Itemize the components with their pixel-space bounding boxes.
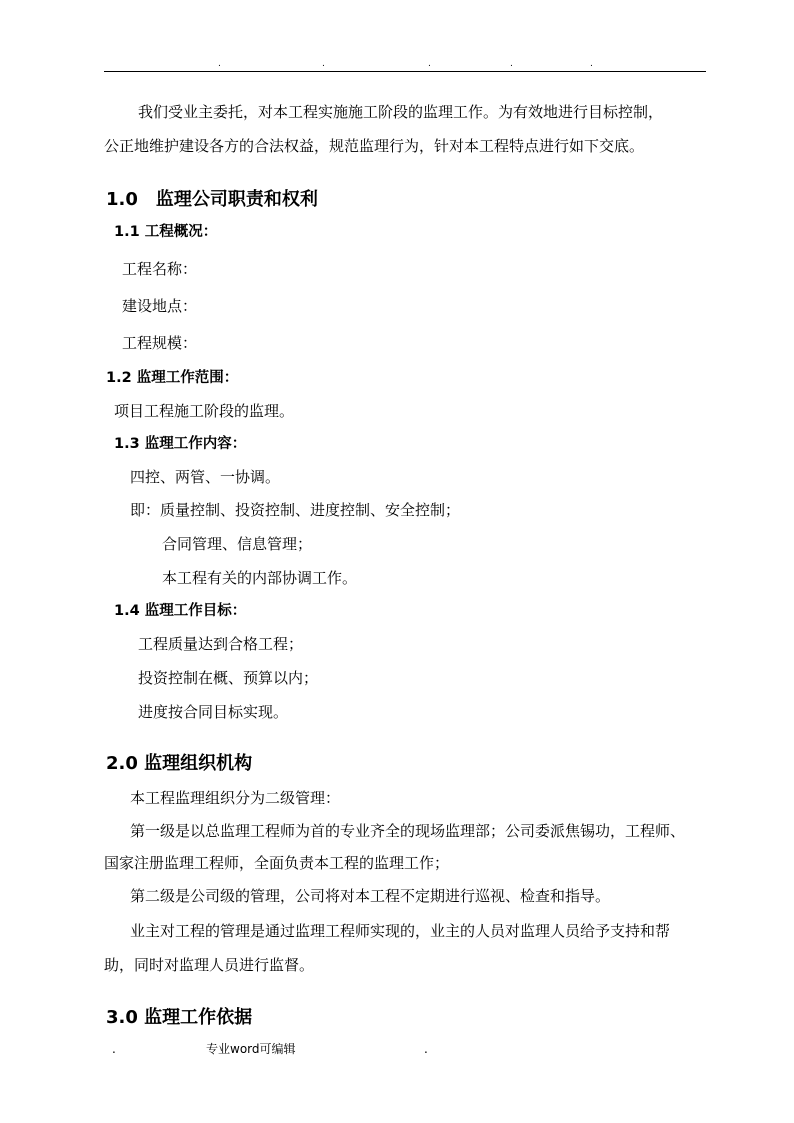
footer-text: 专业word可编辑 [206,1042,296,1056]
header-dot: . [218,59,221,69]
section-2-heading: 2.0 监理组织机构 [106,753,253,774]
content-line-2: 即：质量控制、投资控制、进度控制、安全控制； [130,501,461,519]
content-line-3: 合同管理、信息管理； [162,535,313,553]
footer-dot-right: . [424,1042,428,1056]
scope-text: 项目工程施工阶段的监理。 [114,402,295,420]
section-1-1-heading: 1.1 工程概况： [114,224,218,240]
org-para-2-line-2: 国家注册监理工程师，全面负责本工程的监理工作； [104,854,450,872]
goal-item: 工程质量达到合格工程； [138,635,304,653]
header-dot: . [510,59,513,69]
org-para-1: 本工程监理组织分为二级管理： [130,789,341,807]
intro-line-1: 我们受业主委托，对本工程实施施工阶段的监理工作。为有效地进行目标控制， [138,103,664,121]
section-1-heading: 1.0 监理公司职责和权利 [106,189,318,210]
section-1-4-heading: 1.4 监理工作目标： [114,603,247,619]
header-dot: . [590,59,593,69]
org-para-4-line-2: 助，同时对监理人员进行监督。 [104,956,315,974]
org-para-2-line-1: 第一级是以总监理工程师为首的专业齐全的现场监理部；公司委派焦锡功，工程师、 [130,822,686,840]
section-1-2-heading: 1.2 监理工作范围： [106,370,239,386]
goal-item: 进度按合同目标实现。 [138,703,289,721]
project-scale-label: 工程规模： [122,334,198,352]
section-3-heading: 3.0 监理工作依据 [106,1007,253,1028]
intro-line-2: 公正地维护建设各方的合法权益，规范监理行为，针对本工程特点进行如下交底。 [104,137,645,155]
header-rule [104,71,706,72]
project-location-label: 建设地点： [122,297,198,315]
goal-item: 投资控制在概、预算以内； [138,669,319,687]
footer-dot-left: . [112,1042,116,1056]
content-line-1: 四控、两管、一协调。 [130,468,281,486]
content-line-4: 本工程有关的内部协调工作。 [162,569,358,587]
header-dot: . [428,59,431,69]
header-dot: . [322,59,325,69]
section-1-3-heading: 1.3 监理工作内容： [114,436,247,452]
project-name-label: 工程名称： [122,260,198,278]
org-para-4-line-1: 业主对工程的管理是通过监理工程师实现的，业主的人员对监理人员给予支持和帮 [130,922,671,940]
org-para-3: 第二级是公司级的管理，公司将对本工程不定期进行巡视、检查和指导。 [130,887,611,905]
